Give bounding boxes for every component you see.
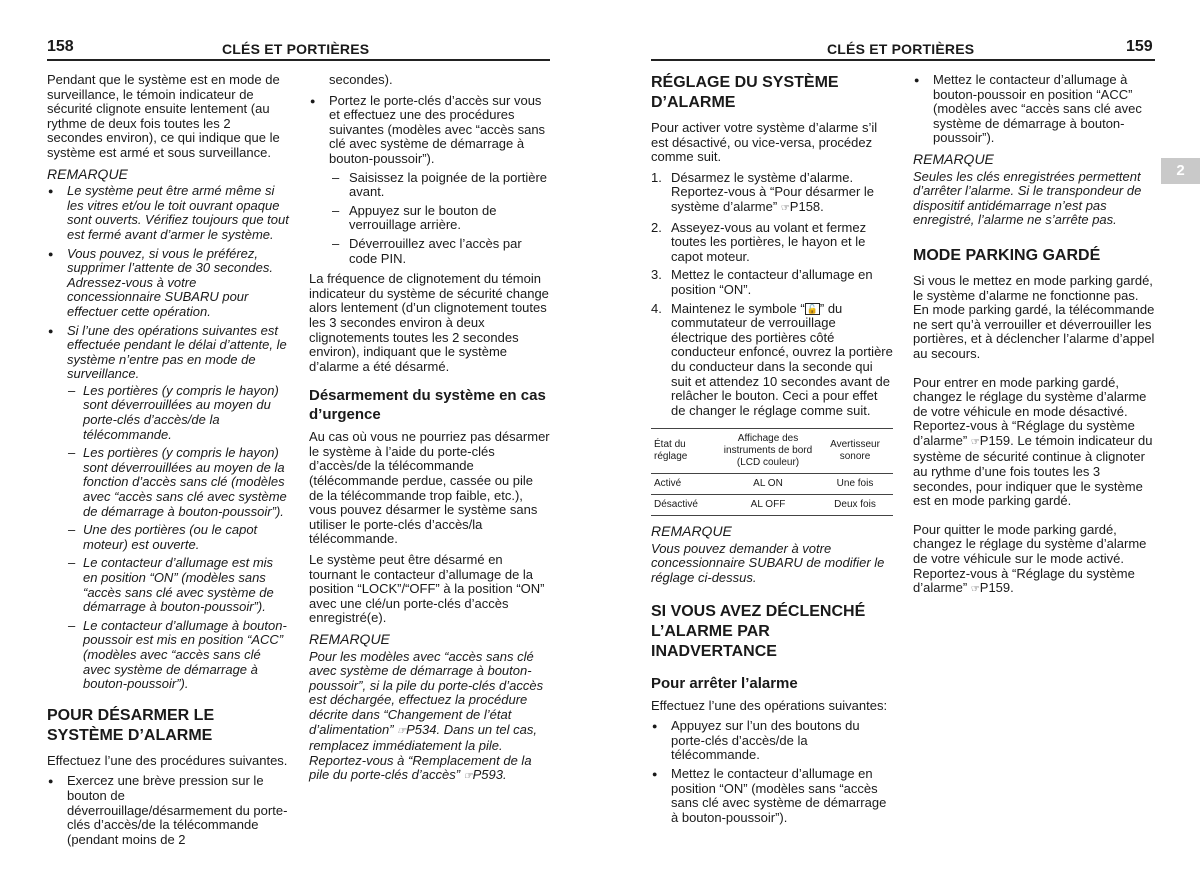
section-heading-emergency: Désarmement du système en cas d’urgence	[309, 387, 546, 424]
header-rule-right	[651, 59, 1155, 61]
remark-title: REMARQUE	[651, 523, 732, 540]
remark-text	[309, 650, 551, 785]
valet-exit-paragraph	[913, 523, 1155, 598]
remark-text: Seules les clés enregistrées permettent d’arrêter l’alarme. Si le transpondeur de dispositif antidémarrage n’est pas enregistré, l’alarme ne s’arrête pas.	[913, 168, 1142, 228]
reference-hand-icon: ☞	[970, 436, 980, 448]
setting-step	[651, 268, 893, 297]
reference-hand-icon: ☞	[397, 725, 407, 737]
section-heading-accidental-alarm: SI VOUS AVEZ DÉCLENCHÉ L’ALARME PAR INADVERTANCE	[651, 602, 866, 660]
unlock-symbol-icon: 🔓	[806, 303, 818, 314]
chapter-tab-marker: 2	[1161, 158, 1200, 184]
table-cell: Une fois	[817, 474, 893, 495]
setting-intro: Pour activer votre système d’alarme s’il est désactivé, ou vice-versa, procédez comme suit.	[651, 120, 878, 165]
setting-steps	[651, 171, 893, 419]
emergency-paragraph-2: Le système peut être désarmé en tournant le contacteur d’allumage de la position “LOCK”/“OFF” à la position “ON” avec une clé/un porte-clés d’accès enregistré(e).	[309, 552, 545, 626]
valet-paragraph: Si vous le mettez en mode parking gardé, le système d’alarme ne fonctionne pas. En mode parking gardé, la télécommande ne sert qu’à verrouiller et déverrouiller les portières, et à déclencher l’alarme d’appel au secours.	[913, 272, 1155, 361]
table-cell: Deux fois	[817, 495, 893, 516]
remark-text-c: .	[503, 767, 507, 783]
disarm-list	[47, 774, 289, 847]
page-ref: P158	[789, 198, 821, 214]
remark-item: ● Vous pouvez, si vous le préférez, supprimer l’attente de 30 secondes. Adressez-vous à votre concessionnaire SUBARU pour effectuer cette opération.	[47, 247, 289, 320]
setting-step	[651, 171, 893, 217]
section-intro: Effectuez l’une des procédures suivantes.	[47, 752, 288, 768]
column-3	[651, 73, 893, 831]
table-header: État du réglage	[651, 429, 719, 474]
valet-enter-text: Pour entrer en mode parking gardé, changez le réglage du système d’alarme de votre véhicule en mode désactivé. Reportez-vous à “Réglage du système d’alarme”	[913, 374, 1147, 448]
step-number: 2.	[651, 219, 662, 235]
remark-title: REMARQUE	[47, 165, 128, 182]
blink-paragraph: La fréquence de clignotement du témoin indicateur du système de sécurité change alors lentement (d’un clignotement toutes les 3 secondes environ à deux clignotements toutes les 2 secondes environ), indiquant que le système d’alarme a été désarmé.	[309, 271, 549, 374]
page-ref: P159	[979, 432, 1011, 448]
column-1	[47, 73, 289, 853]
disarm-item: ● Exercez une brève pression sur le bouton de déverrouillage/désarmement du porte-clés d’accès/de la télécommande (pendant moins de 2	[47, 774, 289, 847]
step-text: Maintenez le symbole “	[671, 300, 805, 316]
step-text: Mettez le contacteur d’allumage en position “ON”.	[671, 267, 873, 297]
disarm-subitem: – Déverrouillez avec l’accès par code PIN.	[329, 237, 551, 266]
valet-enter-text-end: . Le témoin indicateur du système de sécurité continue à clignoter au rythme d’une fois toutes les 3 secondes, pour indiquer que le système est en mode parking gardé.	[913, 432, 1153, 509]
column-2	[309, 73, 551, 791]
disarm-subitem: – Saisissez la poignée de la portière avant.	[329, 171, 551, 200]
page-ref: P159	[979, 580, 1011, 596]
header-rule-left	[47, 59, 550, 61]
stop-alarm-item: ● Mettez le contacteur d’allumage à bouton-poussoir en position “ACC” (modèles avec “accès sans clé avec système de démarrage à bouton-poussoir”).	[913, 73, 1155, 146]
page-ref: P593	[472, 767, 503, 783]
alarm-setting-table	[651, 428, 893, 516]
step-number: 1.	[651, 169, 662, 185]
table-header-row	[651, 429, 893, 474]
intro-paragraph: Pendant que le système est en mode de surveillance, le témoin indicateur de sécurité clignote ensuite lentement (au rythme de deux fois toutes les 2 secondes environ), ce qui indique que le système est armé et sous surveillance.	[47, 72, 280, 160]
remark-sublist	[67, 384, 289, 692]
remark-item	[47, 324, 289, 692]
step-number: 4.	[651, 300, 662, 316]
disarm-item-text: Portez le porte-clés d’accès sur vous et effectuez une des procédures suivantes (modèles avec “accès sans clé avec système de démarrage à bouton-poussoir”).	[329, 92, 546, 166]
remark-item: ● Le système peut être armé même si les vitres et/ou le toit ouvrant opaque sont ouverts. Vérifiez toujours que tout est fermé avant d’armer le système.	[47, 184, 289, 242]
continued-text: secondes).	[329, 72, 393, 87]
table-cell: AL ON	[719, 474, 817, 495]
valet-enter-paragraph	[913, 376, 1155, 509]
remark-subitem: – Le contacteur d’allumage à bouton-poussoir est mis en position “ACC” (modèles avec “accès sans clé avec système de démarrage à bouton-poussoir”).	[65, 619, 289, 692]
page-number-right: 159	[1126, 38, 1153, 55]
table-cell: Désactivé	[651, 495, 719, 516]
remark-item-text: Si l’une des opérations suivantes est effectuée pendant le délai d’attente, le système n’entre pas en mode de surveillance.	[67, 322, 287, 382]
section-heading-alarm-setting: RÉGLAGE DU SYSTÈME D’ALARME	[651, 74, 839, 111]
remark-subitem: – Le contacteur d’allumage est mis en position “ON” (modèles sans “accès sans clé avec système de démarrage à bouton-poussoir”).	[65, 556, 289, 614]
page-ref: P534	[406, 721, 437, 737]
stop-alarm-list-cont	[913, 73, 1155, 146]
table-row	[651, 474, 893, 495]
disarm-list-cont	[309, 94, 551, 267]
reference-hand-icon: ☞	[970, 584, 980, 596]
remark-subitem: – Les portières (y compris le hayon) sont déverrouillées au moyen du porte-clés d’accès/de la télécommande.	[65, 384, 289, 442]
remark-title: REMARQUE	[913, 150, 994, 167]
valet-exit-text-end: .	[1010, 580, 1014, 596]
stop-alarm-item: ● Mettez le contacteur d’allumage en position “ON” (modèles sans “accès sans clé avec système de démarrage à bouton-poussoir”).	[651, 767, 893, 825]
remark-list	[47, 184, 289, 692]
remark-title: REMARQUE	[309, 631, 390, 647]
valet-exit-text: Pour quitter le mode parking gardé, changez le réglage du système d’alarme de votre véhicule sur le mode activé. Reportez-vous à “Réglage du système d’alarme”	[913, 521, 1147, 596]
column-4	[913, 73, 1155, 604]
setting-step	[651, 302, 893, 419]
remark-subitem: – Les portières (y compris le hayon) sont déverrouillées au moyen de la fonction d’accès sans clé (modèles avec “accès sans clé avec système de démarrage à bouton-poussoir”).	[65, 446, 289, 519]
section-heading-valet-mode: MODE PARKING GARDÉ	[913, 246, 1101, 264]
table-row	[651, 495, 893, 516]
reference-hand-icon: ☞	[463, 771, 473, 783]
disarm-subitem: – Appuyez sur le bouton de verrouillage arrière.	[329, 204, 551, 233]
remark-text: Vous pouvez demander à votre concessionnaire SUBARU de modifier le réglage ci-dessus.	[651, 540, 885, 586]
step-text-end: ” du commutateur de verrouillage électrique des portières côté conducteur enfoncé, ouvrez la portière du conducteur dans la seconde qui suit et attendez 10 secondes avant de relâcher le bouton. Ceci a pour effet de changer le réglage comme suit.	[671, 300, 893, 418]
section-heading-disarm: POUR DÉSARMER LE SYSTÈME D’ALARME	[47, 706, 215, 744]
emergency-paragraph: Au cas où vous ne pourriez pas désarmer le système à l’aide du porte-clés d’accès/de la télécommande (télécommande perdue, cassée ou pile de la télécommande trop faible, etc.), vous pouvez désarmer le système sans utiliser le porte-clés d’accès/la télécommande.	[309, 429, 550, 547]
step-text: Asseyez-vous au volant et fermez toutes les portières, le hayon et le capot moteur.	[671, 219, 867, 264]
running-title-left: CLÉS ET PORTIÈRES	[222, 41, 370, 57]
step-text-end: .	[820, 198, 824, 214]
subheading-stop-alarm: Pour arrêter l’alarme	[651, 674, 798, 692]
remark-text-a: Pour les modèles avec “accès sans clé avec système de démarrage à bouton-poussoir”, si la pile du porte-clés d’accès est déchargée, effectuez la procédure décrite dans “Changement de l’état d’alimentation”	[309, 648, 544, 737]
stop-alarm-list	[651, 719, 893, 825]
disarm-item	[309, 94, 551, 267]
stop-alarm-intro: Effectuez l’une des opérations suivantes:	[651, 697, 888, 713]
page-number-left: 158	[47, 38, 74, 55]
remark-text-b: . Dans un tel cas, remplacez immédiatement la pile. Reportez-vous à “Remplacement de la pile du porte-clés d’accès”	[309, 721, 537, 783]
table-cell: AL OFF	[719, 495, 817, 516]
stop-alarm-item: ● Appuyez sur l’un des boutons du porte-clés d’accès/de la télécommande.	[651, 719, 893, 763]
step-text: Désarmez le système d’alarme. Reportez-vous à “Pour désarmer le système d’alarme”	[671, 169, 875, 214]
table-cell: Activé	[651, 474, 719, 495]
table-header: Avertisseur sonore	[817, 429, 893, 474]
table-header: Affichage des instruments de bord (LCD couleur)	[719, 429, 817, 474]
reference-hand-icon: ☞	[780, 202, 790, 214]
disarm-sublist	[329, 171, 551, 267]
running-title-right: CLÉS ET PORTIÈRES	[827, 41, 975, 57]
setting-step	[651, 221, 893, 265]
step-number: 3.	[651, 267, 662, 283]
remark-subitem: – Une des portières (ou le capot moteur) est ouverte.	[65, 523, 289, 552]
